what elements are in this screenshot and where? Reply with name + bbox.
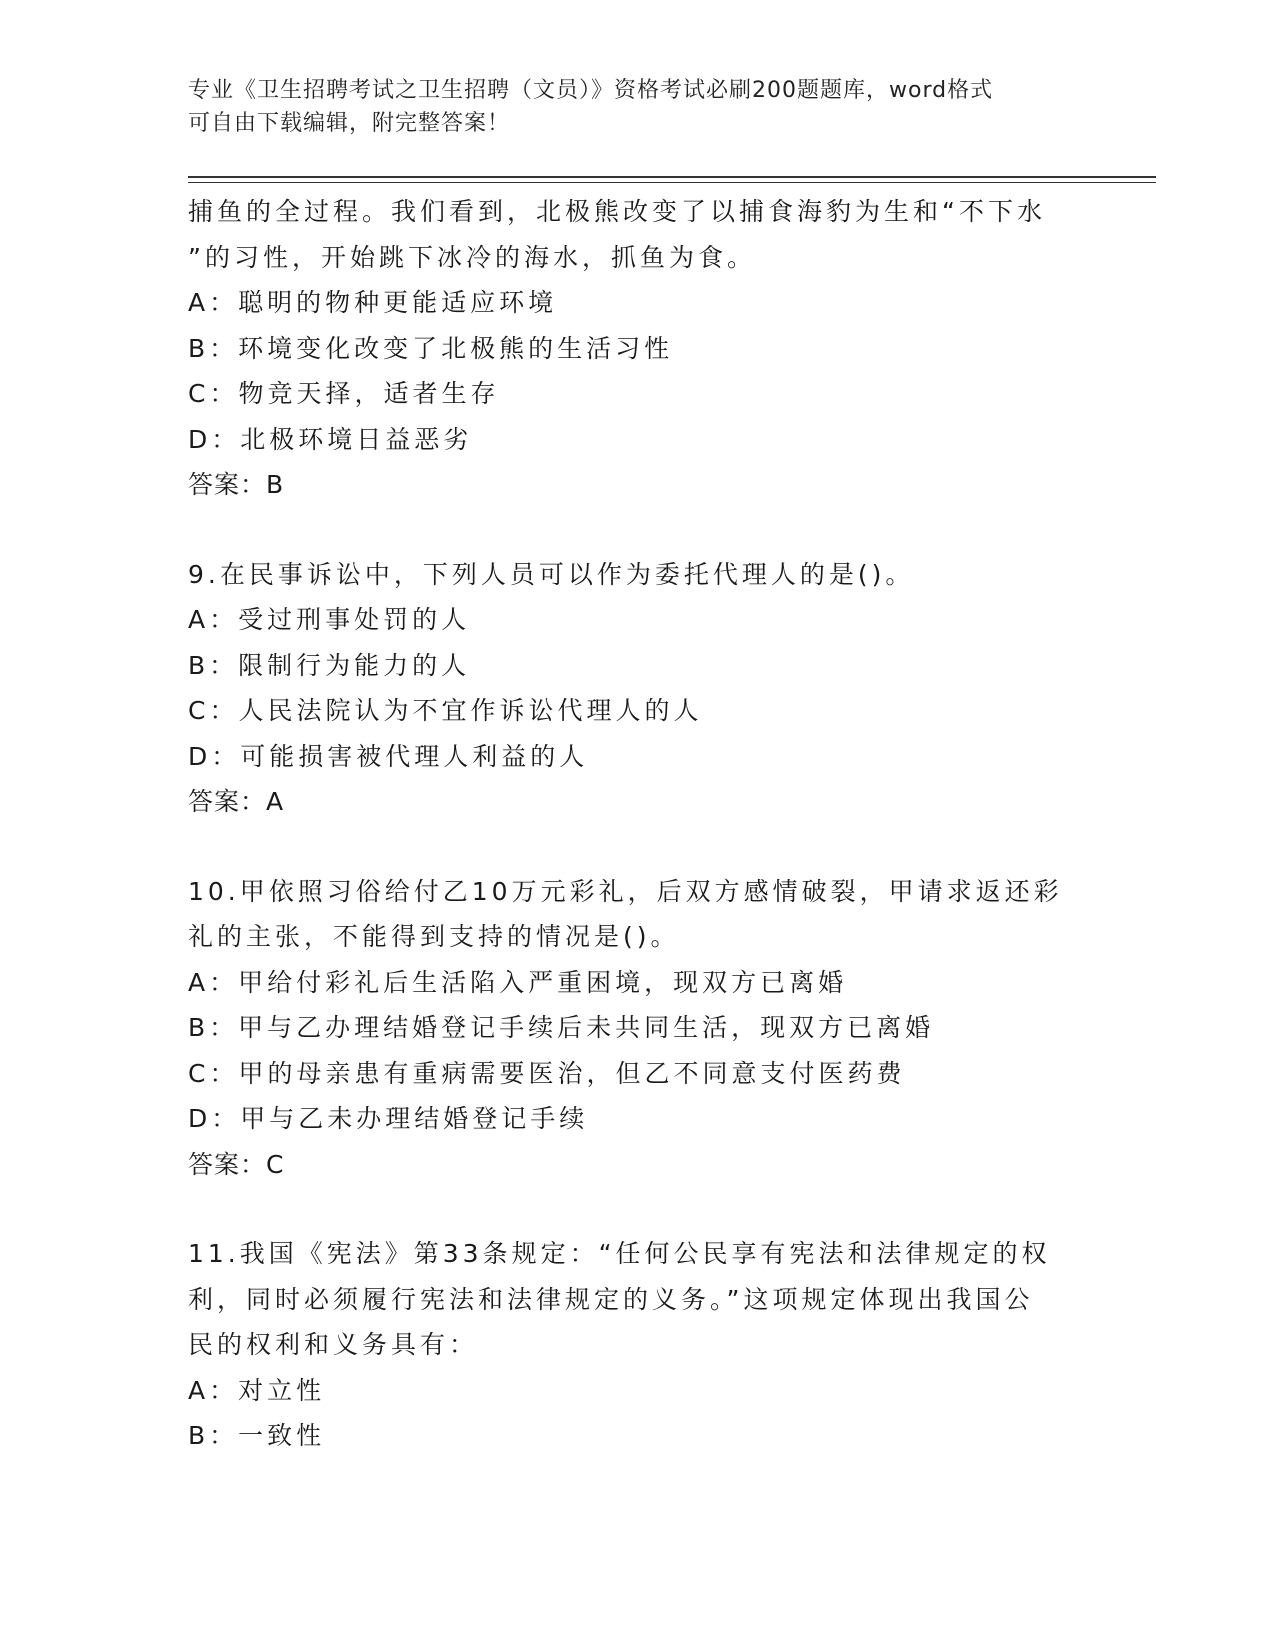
spacer [188, 508, 1063, 552]
option-b: B：环境变化改变了北极熊的生活习性 [188, 333, 674, 363]
option-a: A：对立性 [188, 1375, 326, 1405]
question-list [188, 189, 1063, 1459]
option-c: C：甲的母亲患有重病需要医治，但乙不同意支付医药费 [188, 1058, 906, 1088]
question-stem-line: 礼的主张，不能得到支持的情况是()。 [188, 922, 680, 951]
option-a: A：甲给付彩礼后生活陷入严重困境，现双方已离婚 [188, 967, 848, 997]
question-stem-line: 11.我国《宪法》第33条规定：“任何公民享有宪法和法律规定的权 [188, 1239, 1051, 1268]
question-continued [188, 189, 1063, 508]
spacer [188, 1187, 1063, 1231]
header-line-1: 专业《卫生招聘考试之卫生招聘（文员）》资格考试必刷200题题库，word格式 [188, 78, 994, 103]
question-stem-line: 利，同时必须履行宪法和法律规定的义务。”这项规定体现出我国公 [188, 1284, 1034, 1314]
option-a: A：受过刑事处罚的人 [188, 605, 471, 634]
option-d: D：甲与乙未办理结婚登记手续 [188, 1104, 589, 1133]
option-d: D：北极环境日益恶劣 [188, 424, 473, 454]
option-b: B：限制行为能力的人 [188, 650, 471, 680]
question-stem-line: ”的习性，开始跳下冰冷的海水，抓鱼为食。 [188, 242, 756, 272]
question-stem-line: 捕鱼的全过程。我们看到，北极熊改变了以捕食海豹为生和“不下水 [188, 197, 1046, 226]
question-stem-line: 10.甲依照习俗给付乙10万元彩礼，后双方感情破裂，甲请求返还彩 [188, 876, 1063, 906]
question-stem-line: 9.在民事诉讼中，下列人员可以作为委托代理人的是()。 [188, 559, 915, 589]
question-10 [188, 869, 1063, 1188]
option-c: C：人民法院认为不宜作诉讼代理人的人 [188, 696, 703, 725]
option-b: B：一致性 [188, 1421, 326, 1450]
question-stem-line: 民的权利和义务具有： [188, 1330, 479, 1359]
question-11 [188, 1231, 1063, 1459]
answer-line: 答案：C [188, 1149, 285, 1179]
header-rule-thin [188, 182, 1156, 183]
option-a: A：聪明的物种更能适应环境 [188, 288, 558, 317]
spacer [188, 825, 1063, 869]
answer-line: 答案：A [188, 787, 285, 816]
document-header [188, 74, 1088, 140]
option-b: B：甲与乙办理结婚登记手续后未共同生活，现双方已离婚 [188, 1013, 935, 1042]
header-rule-thick [188, 176, 1156, 178]
question-9 [188, 552, 1063, 825]
option-c: C：物竞天择，适者生存 [188, 379, 500, 408]
option-d: D：可能损害被代理人利益的人 [188, 741, 589, 771]
answer-line: 答案：B [188, 470, 285, 499]
header-line-2: 可自由下载编辑，附完整答案！ [188, 111, 511, 136]
